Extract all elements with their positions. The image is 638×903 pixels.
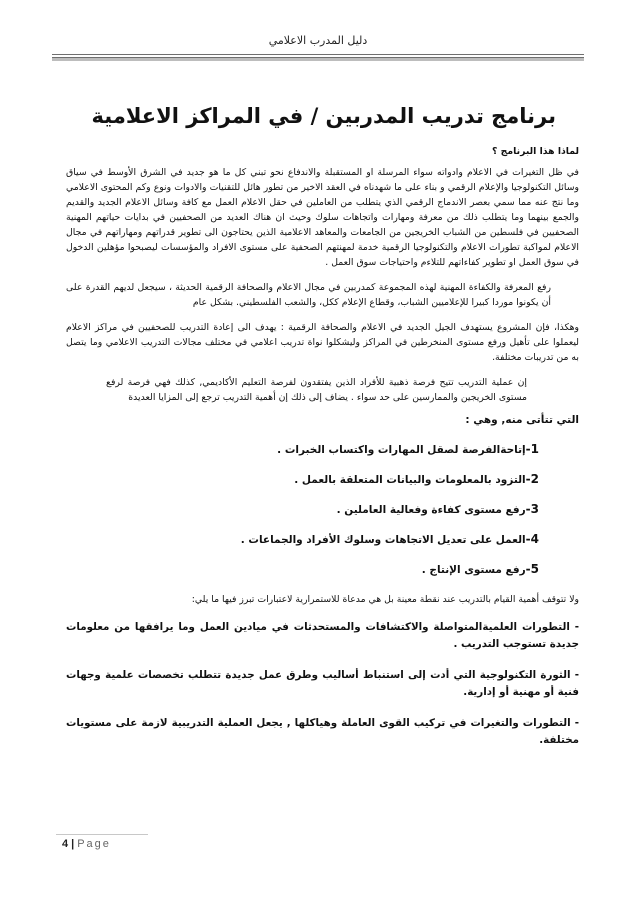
bullet-item: - الثورة التكنولوجية التي أدت إلى استنباط أساليب وطرق عمل جديدة تتطلب تخصصات علمية وجهات فنية أو مهنية أو إدارية.: [66, 669, 579, 698]
page-footer: [62, 838, 111, 850]
paragraph-goal: رفع المعرفة والكفاءة المهنية لهذه المجموعة كمدربين في مجال الاعلام والصحافة الرقمية الحديثة ، سيجعل لديهم القدرة على أن يكونوا موردا كبيرا للإعلاميين الشباب، وقطاع الإعلام ككل، والشعب الفلسطيني. بشكل عام: [66, 282, 551, 308]
benefits-list: [66, 442, 579, 578]
list-item: 5-رفع مستوى الإنتاج .: [421, 562, 539, 576]
bullet-item: - التطورات والتغيرات في تركيب القوى العاملة وهياكلها , يجعل العملية التدريبية لازمة على مستويات مختلفة.: [66, 717, 579, 746]
page-number: 4: [62, 838, 69, 850]
list-item: 2-التزود بالمعلومات والبيانات المتعلقة بالعمل .: [294, 472, 539, 486]
paragraph-context: في ظل التغيرات في الاعلام وادواته سواء المرسلة او المستقبلة والاندفاع نحو تبني كل ما هو جديد في الشرق الأوسط في سياق وسائل التكنولوجيا والإعلام الرقمي و بناء على ما شهدناه في العقد الاخير من تطور هائل للتقنيات والادوات ونوع وكم المحتوى الاعلامي وما نتج عنه مما سمي بعصر الاندماج الرقمي الذي يتطلب من العاملين في حقل الاعلام العمل مع كافة وسائل الاعلام الجديد والقديم والجمع بينهما وما يتطلب ذلك من معرفة ومهارات واتجاهات سلوك وحيث ان هناك العديد من الصحفيين في بدايات حياتهم المهنية الصحفيين في فلسطين من الشباب الخريجين من الجامعات والمعاهد الاعلامية الذين يحتاجون الى تطوير قدراتهم ومهاراتهم في مجال الاعلام لمواكبة تطورات الاعلام والتكنولوجيا الرقمية خدمة لمهنتهم الصحفية على مستوى الافراد والمؤسسات ليصبحوا مؤهلين الدخول في سوق العمل او تطوير كفاءاتهم للتلاءم واحتياجات سوق العمل .: [66, 167, 579, 268]
list-item: 1-إتاحةالفرصة لصقل المهارات واكتساب الخبرات .: [277, 442, 539, 456]
page-label: Page: [77, 838, 111, 850]
list-item: 3-رفع مستوى كفاءة وفعالية العاملين .: [336, 502, 539, 516]
page-header: [52, 12, 584, 58]
header-text: دليل المدرب الاعلامي: [268, 33, 368, 47]
bullet-item: - التطورات العلميةالمتواصلة والاكتشافات والمستحدثات في ميادين العمل وما يرافقها من معلومات جديدة تستوجب التدريب .: [66, 621, 579, 650]
page-title: برنامج تدريب المدربين / في المراكز الاعلامية: [91, 104, 556, 128]
benefits-title: التي تتأتى منه, وهي :: [465, 414, 579, 426]
footer-separator: |: [71, 838, 75, 850]
paragraph-importance: إن عملية التدريب تتيح فرصة ذهبية للأفراد الذين يفتقدون لفرصة التعليم الأكاديمي, كذلك فهي فرصة لرفع مستوى الخريجين والممارسين على حد سواء . يضاف إلى ذلك إن أهمية التدريب ترجع إلى المزايا العديدة: [106, 377, 527, 403]
list-item: 4-العمل على تعديل الاتجاهات وسلوك الأفراد والجماعات .: [240, 532, 539, 546]
paragraph-target: وهكذا، فإن المشروع يستهدف الجيل الجديد في الاعلام والصحافة الرقمية : يهدف الى إعادة التدريب للصحفيين في مراكز الاعلام ليعملوا على تأهيل ورفع مستوى المنخرطين في المراكز وليشكلوا نواة تدريب اعلامي في مختلف مجالات التدريب الاعلامي وما يتصل به من تدريبات مختلفة.: [66, 322, 579, 363]
section-question: لماذا هذا البرنامج ؟: [492, 146, 579, 157]
continuity-intro: ولا تتوقف أهمية القيام بالتدريب عند نقطة معينة بل هي مدعاة للاستمرارية لاعتبارات تبرز فيها ما يلي:: [191, 594, 579, 605]
document-body: [66, 144, 579, 763]
